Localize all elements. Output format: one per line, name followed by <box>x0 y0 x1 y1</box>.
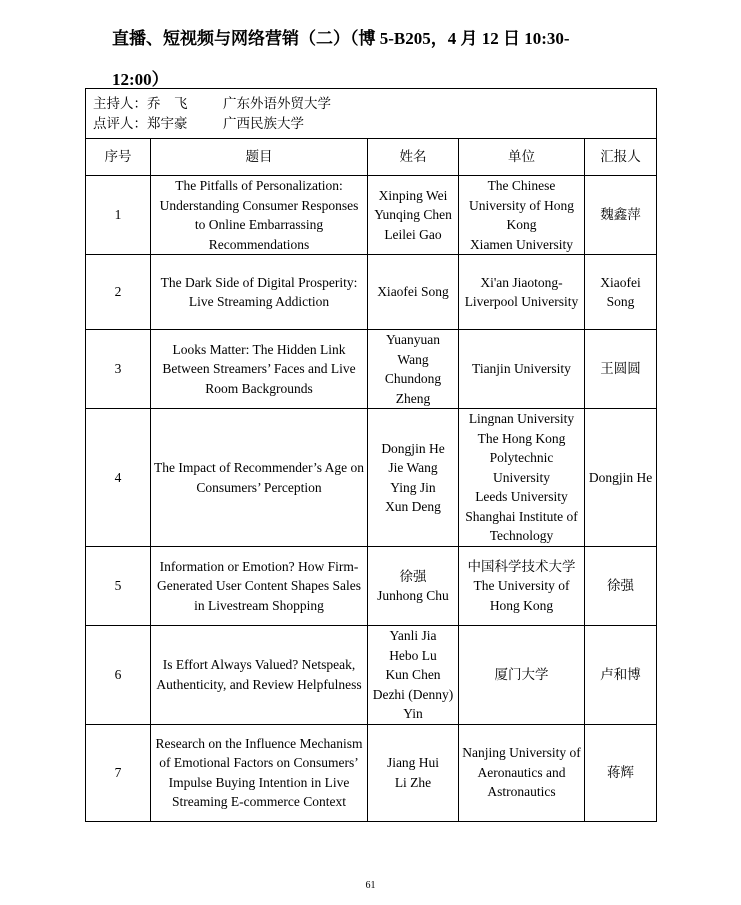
column-header-number: 序号 <box>86 139 151 176</box>
row-number: 1 <box>86 176 151 255</box>
author-units <box>459 626 585 725</box>
author-unit: Xi'an Jiaotong-Liverpool University <box>464 274 579 309</box>
session-info-cell <box>86 89 657 139</box>
author-name: Hebo Lu <box>389 647 437 663</box>
column-header-names: 姓名 <box>368 139 459 176</box>
table-row <box>86 330 657 409</box>
page-title-line-1: 直播、短视频与网络营销（二）（博 5-B205，4 月 12 日 10:30- <box>112 29 570 48</box>
column-header-presenter: 汇报人 <box>585 139 657 176</box>
author-name: 徐强 <box>399 568 427 584</box>
host-label: 主持人：乔 飞 <box>93 95 188 111</box>
paper-title: Research on the Influence Mechanism of Emotional Factors on Consumers’ Impulse Buying Intention in Live Streaming E-commerce Context <box>151 724 368 821</box>
author-unit: Nanjing University of Aeronautics and Astronautics <box>462 745 581 800</box>
paper-title: Is Effort Always Valued? Netspeak, Authenticity, and Review Helpfulness <box>151 626 368 725</box>
author-units <box>459 724 585 821</box>
author-unit: Tianjin University <box>472 361 571 377</box>
author-units <box>459 255 585 330</box>
author-unit: 厦门大学 <box>494 667 549 682</box>
presenter: Dongjin He <box>585 409 657 547</box>
row-number: 7 <box>86 724 151 821</box>
paper-title: The Dark Side of Digital Prosperity: Live Streaming Addiction <box>151 255 368 330</box>
author-unit: Xiamen University <box>469 236 574 252</box>
author-name: Chundong Zheng <box>384 371 442 406</box>
author-names <box>368 255 459 330</box>
presenter: Xiaofei Song <box>585 255 657 330</box>
row-number: 4 <box>86 409 151 547</box>
author-name: Jie Wang <box>388 460 438 475</box>
author-names <box>368 176 459 255</box>
author-unit: 中国科学技术大学 <box>467 558 576 574</box>
paper-title: Looks Matter: The Hidden Link Between Streamers’ Faces and Live Room Backgrounds <box>151 330 368 409</box>
author-name: Leilei Gao <box>384 226 442 242</box>
table-row <box>86 255 657 330</box>
paper-title: The Pitfalls of Personalization: Understanding Consumer Responses to Online Embarrassing Recommendations <box>151 176 368 255</box>
page-title-line-2: 12:00） <box>112 70 169 89</box>
row-number: 6 <box>86 626 151 725</box>
author-unit: The University of Hong Kong <box>473 578 570 613</box>
author-name: Yanli Jia <box>389 628 437 643</box>
session-schedule-table <box>85 88 657 822</box>
author-unit: The Chinese University of Hong Kong <box>469 178 574 232</box>
column-header-title: 题目 <box>151 139 368 176</box>
table-row <box>86 626 657 725</box>
author-name: Dezhi (Denny) Yin <box>372 686 454 721</box>
author-names <box>368 330 459 409</box>
author-units <box>459 547 585 626</box>
author-units <box>459 330 585 409</box>
author-name: Xinping Wei <box>378 187 448 203</box>
row-number: 2 <box>86 255 151 330</box>
author-unit: Shanghai Institute of Technology <box>465 508 578 544</box>
row-number: 5 <box>86 547 151 626</box>
host-affiliation: 广东外语外贸大学 <box>223 95 331 111</box>
table-header-row <box>86 139 657 176</box>
presenter: 蒋辉 <box>585 724 657 821</box>
reviewer-affiliation: 广西民族大学 <box>223 115 304 131</box>
presenter: 徐强 <box>585 547 657 626</box>
reviewer-label: 点评人：郑宇豪 <box>93 115 188 131</box>
author-units <box>459 409 585 547</box>
presenter: 卢和博 <box>585 626 657 725</box>
author-name: Xiaofei Song <box>377 284 449 300</box>
column-header-unit: 单位 <box>459 139 585 176</box>
row-number: 3 <box>86 330 151 409</box>
reviewer-line <box>93 114 649 134</box>
author-names <box>368 724 459 821</box>
table-body <box>86 176 657 822</box>
author-name: Kun Chen <box>385 667 441 682</box>
author-name: Dongjin He <box>381 440 445 456</box>
page-number: 61 <box>365 880 376 891</box>
session-info-row <box>86 89 657 139</box>
author-name: Junhong Chu <box>377 588 449 603</box>
author-name: Yunqing Chen <box>374 207 452 223</box>
author-unit: Leeds University <box>475 489 568 505</box>
paper-title: Information or Emotion? How Firm-Generated User Content Shapes Sales in Livestream Shopping <box>151 547 368 626</box>
author-names <box>368 547 459 626</box>
author-name: Ying Jin <box>390 479 436 495</box>
paper-title: The Impact of Recommender’s Age on Consumers’ Perception <box>151 409 368 547</box>
presenter: 魏鑫萍 <box>585 176 657 255</box>
author-name: Yuanyuan Wang <box>386 332 440 367</box>
author-name: Jiang Hui <box>386 755 440 770</box>
table-row <box>86 547 657 626</box>
table-row <box>86 724 657 821</box>
author-units <box>459 176 585 255</box>
author-names <box>368 409 459 547</box>
author-unit: Lingnan University <box>468 411 575 427</box>
presenter: 王圆圆 <box>585 330 657 409</box>
author-name: Li Zhe <box>394 774 432 790</box>
table-row <box>86 176 657 255</box>
author-unit: The Hong Kong Polytechnic University <box>477 430 566 485</box>
host-line <box>93 94 649 114</box>
author-name: Xun Deng <box>385 499 441 514</box>
author-names <box>368 626 459 725</box>
table-row <box>86 409 657 547</box>
